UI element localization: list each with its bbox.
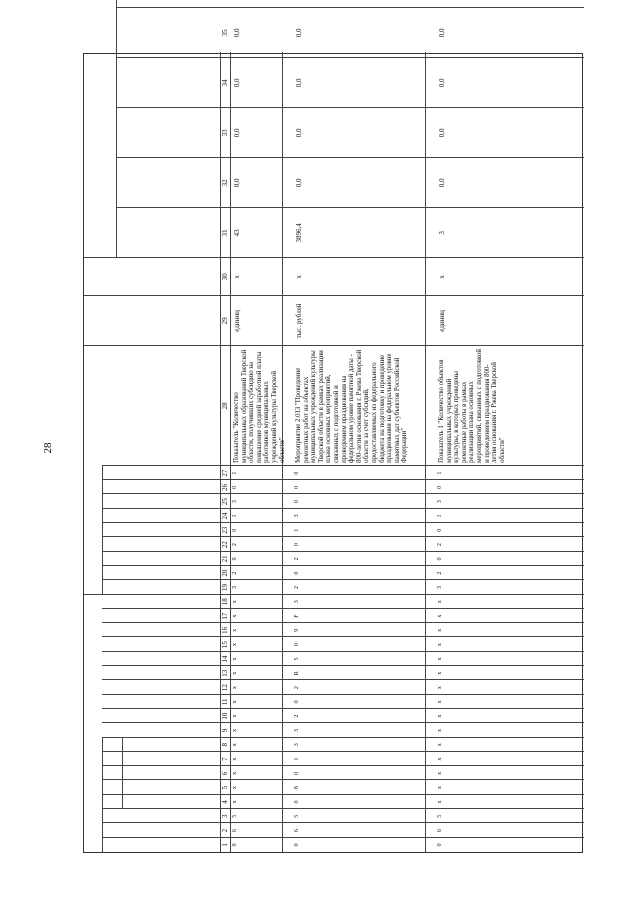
row-year-value: 0,0: [233, 28, 241, 38]
column-number: 24: [221, 512, 229, 520]
grid-line: [102, 579, 584, 580]
code-cell: х: [437, 757, 443, 761]
row-year-value: 0,0: [438, 178, 446, 188]
page-number: 28: [42, 442, 54, 454]
code-cell: 0: [232, 557, 238, 561]
code-cell: х: [437, 786, 443, 790]
grid-line: [84, 594, 584, 595]
column-number: 29: [221, 317, 229, 325]
column-number: 11: [221, 698, 229, 706]
header-year-5: [116, 8, 220, 58]
row-year-value: 43: [233, 229, 241, 237]
column-number: 22: [221, 541, 229, 549]
grid-line: [102, 466, 103, 595]
code-cell: 0: [294, 843, 300, 847]
column-number: 12: [221, 684, 229, 692]
column-number: 23: [221, 526, 229, 534]
column-number: 17: [221, 612, 229, 620]
code-cell: 1: [437, 471, 443, 475]
table-grid: [83, 28, 583, 853]
grid-line: [102, 780, 584, 781]
column-number: 35: [221, 29, 229, 37]
code-cell: 8: [294, 786, 300, 790]
code-cell: х: [437, 671, 443, 675]
column-number: 30: [221, 273, 229, 281]
grid-line: [102, 794, 584, 795]
column-number: 8: [221, 743, 229, 747]
column-number: 25: [221, 498, 229, 506]
row-year-value: 3: [438, 231, 446, 235]
header-year-2: [116, 158, 220, 208]
code-cell: х: [232, 800, 238, 804]
code-cell: 1: [232, 514, 238, 518]
column-number: 21: [221, 555, 229, 563]
code-cell: 0: [294, 500, 300, 504]
grid-line: [102, 765, 584, 766]
code-cell: х: [232, 786, 238, 790]
code-cell: 1: [294, 757, 300, 761]
grid-line: [122, 738, 123, 810]
row-year-value: [295, 0, 303, 8]
grid-line: [102, 737, 584, 738]
row-year-value: 0,0: [295, 178, 303, 188]
code-cell: 3: [294, 743, 300, 747]
row-year-value: 0,0: [295, 78, 303, 88]
code-cell: 6: [437, 829, 443, 833]
grid-line: [102, 751, 584, 752]
code-cell: 0: [294, 800, 300, 804]
code-cell: х: [437, 686, 443, 690]
code-cell: 0: [294, 543, 300, 547]
column-number: 3: [221, 814, 229, 819]
code-cell: 3: [232, 500, 238, 504]
column-number: 9: [221, 728, 229, 733]
code-cell: х: [437, 800, 443, 804]
code-cell: 2: [437, 543, 443, 547]
code-cell: 1: [294, 528, 300, 532]
row-year-value: 0,0: [295, 28, 303, 38]
row-year-value: 0,0: [233, 78, 241, 88]
grid-line: [102, 551, 584, 552]
code-cell: 1: [232, 471, 238, 475]
grid-line: [102, 608, 584, 609]
code-cell: 3: [437, 500, 443, 504]
row-year-value: 0,0: [438, 28, 446, 38]
code-cell: 5: [437, 814, 443, 818]
code-cell: х: [232, 686, 238, 690]
row-name: Показатель 1 "Количество объектов муниципальных учреждений культуры, в которых проведены ремонтные работы в рамках реализации плана основных мероприятий, связанных с подготовкой и проведением празднования 800-летия основания г. Ржева Тверской области": [438, 349, 506, 463]
grid-line: [102, 822, 584, 823]
column-number: 13: [221, 669, 229, 677]
code-cell: 0: [232, 528, 238, 532]
code-cell: х: [437, 743, 443, 747]
code-cell: 0: [437, 557, 443, 561]
code-cell: 2: [294, 714, 300, 718]
code-cell: 9: [294, 628, 300, 632]
row-year-value: [438, 0, 446, 8]
code-cell: 5: [294, 814, 300, 818]
column-number: 33: [221, 129, 229, 137]
row-unit: единиц: [233, 310, 241, 332]
column-number: 10: [221, 712, 229, 720]
header-year-1: [116, 208, 220, 258]
grid-line: [102, 808, 584, 809]
row-year-value: 0,0: [438, 78, 446, 88]
column-number: 15: [221, 641, 229, 649]
grid-line: [102, 722, 584, 723]
code-cell: х: [437, 628, 443, 632]
code-cell: 1: [437, 514, 443, 518]
code-cell: х: [232, 700, 238, 704]
column-number: 19: [221, 583, 229, 591]
column-number: 2: [221, 828, 229, 833]
column-number: 5: [221, 785, 229, 790]
grid-line: [102, 565, 584, 566]
row-name: Мероприятие 2.013 "Проведение ремонтных работ на объектах муниципальных учреждений культуры Тверской области в рамках реализации плана основных мероприятий, связанных с подготовкой и проведением празднования на федеральном уровне памятной даты - 800-летия основания г. Ржева Тверской области за счет субсидий, предоставляемых из федерального бюджета на подготовку и проведение празднования на федеральном уровне памятных дат субъектов Российской Федерации": [295, 349, 409, 463]
row-year-value: 0,0: [233, 178, 241, 188]
grid-line: [102, 479, 584, 480]
code-cell: х: [232, 657, 238, 661]
row-fact: х: [295, 275, 303, 279]
code-cell: 6: [294, 829, 300, 833]
budget-table: [83, 28, 583, 853]
code-cell: 2: [294, 557, 300, 561]
code-cell: х: [437, 728, 443, 732]
column-number: 4: [221, 800, 229, 804]
grid-line: [102, 651, 584, 652]
row-year-value: 0,0: [438, 128, 446, 138]
code-cell: х: [232, 600, 238, 604]
column-number: 34: [221, 79, 229, 87]
code-cell: 2: [294, 686, 300, 690]
code-cell: 5: [294, 657, 300, 661]
grid-line: [102, 694, 584, 695]
code-cell: 3: [294, 514, 300, 518]
row-unit: тыс. рублей: [295, 303, 303, 339]
row-year-value: 0,0: [295, 128, 303, 138]
grid-line: [102, 637, 584, 638]
column-number: 1: [221, 843, 229, 847]
code-cell: 2: [232, 543, 238, 547]
code-cell: х: [232, 728, 238, 732]
header-fact-year: [84, 258, 220, 296]
code-cell: х: [437, 657, 443, 661]
grid-line: [102, 536, 584, 537]
column-number: 31: [221, 229, 229, 237]
grid-line: [102, 708, 584, 709]
column-number: 28: [221, 402, 229, 410]
code-cell: 6: [232, 829, 238, 833]
column-number: 18: [221, 598, 229, 606]
code-cell: х: [232, 643, 238, 647]
code-cell: х: [232, 743, 238, 747]
header-year-6: [116, 0, 220, 8]
code-cell: 0: [437, 528, 443, 532]
code-cell: 0: [294, 700, 300, 704]
column-number: 6: [221, 771, 229, 776]
column-number: 26: [221, 483, 229, 491]
header-year-4: [116, 58, 220, 108]
grid-line: [102, 837, 584, 838]
header-years: [84, 0, 116, 258]
grid-line: [102, 679, 584, 680]
grid-line: [102, 494, 584, 495]
code-cell: 3: [232, 585, 238, 589]
header-budget-classification: [84, 595, 102, 852]
column-number: 27: [221, 469, 229, 477]
row-year-value: 3896,4: [295, 223, 303, 243]
code-cell: F: [294, 614, 300, 618]
grid-line: [102, 665, 584, 666]
code-cell: 0: [294, 771, 300, 775]
header-unit: [84, 296, 220, 346]
code-cell: 0: [232, 485, 238, 489]
code-cell: х: [232, 671, 238, 675]
code-cell: 0: [437, 843, 443, 847]
column-number: 14: [221, 655, 229, 663]
code-cell: 0: [232, 843, 238, 847]
row-year-value: [233, 0, 241, 8]
code-cell: х: [437, 771, 443, 775]
code-cell: х: [232, 771, 238, 775]
code-cell: х: [232, 628, 238, 632]
code-cell: х: [437, 614, 443, 618]
code-cell: х: [232, 757, 238, 761]
column-number: 16: [221, 626, 229, 634]
column-number: 7: [221, 757, 229, 761]
code-cell: х: [437, 600, 443, 604]
code-cell: 5: [232, 814, 238, 818]
row-unit: единиц: [438, 310, 446, 332]
code-cell: 0: [294, 571, 300, 575]
column-number: 32: [221, 179, 229, 187]
code-cell: 3: [437, 585, 443, 589]
column-number: [221, 0, 229, 8]
row-name: Показатель "Количество муниципальных образований Тверской области, получивших субсидию на повышение средней заработной платы работников муниципальных учреждений культуры Тверской области": [233, 349, 286, 463]
code-cell: 2: [294, 585, 300, 589]
code-cell: 2: [437, 571, 443, 575]
code-cell: 2: [232, 571, 238, 575]
row-fact: х: [438, 275, 446, 279]
code-cell: х: [437, 643, 443, 647]
grid-line: [102, 522, 584, 523]
code-cell: 0: [294, 471, 300, 475]
code-cell: 3: [294, 600, 300, 604]
code-cell: 0: [294, 643, 300, 647]
code-cell: 0: [294, 485, 300, 489]
row-year-value: 0,0: [233, 128, 241, 138]
code-cell: х: [437, 700, 443, 704]
code-cell: 3: [294, 728, 300, 732]
header-target-article: [102, 738, 122, 810]
code-cell: х: [437, 714, 443, 718]
grid-line: [102, 508, 584, 509]
header-year-3: [116, 108, 220, 158]
code-cell: 0: [437, 485, 443, 489]
header-additional-code: [84, 466, 102, 595]
grid-line: [230, 52, 231, 852]
grid-line: [425, 52, 426, 852]
code-cell: х: [232, 614, 238, 618]
column-number: 20: [221, 569, 229, 577]
code-cell: х: [232, 714, 238, 718]
code-cell: R: [294, 671, 300, 676]
grid-line: [102, 622, 584, 623]
row-fact: х: [233, 275, 241, 279]
header-name: [84, 346, 220, 466]
